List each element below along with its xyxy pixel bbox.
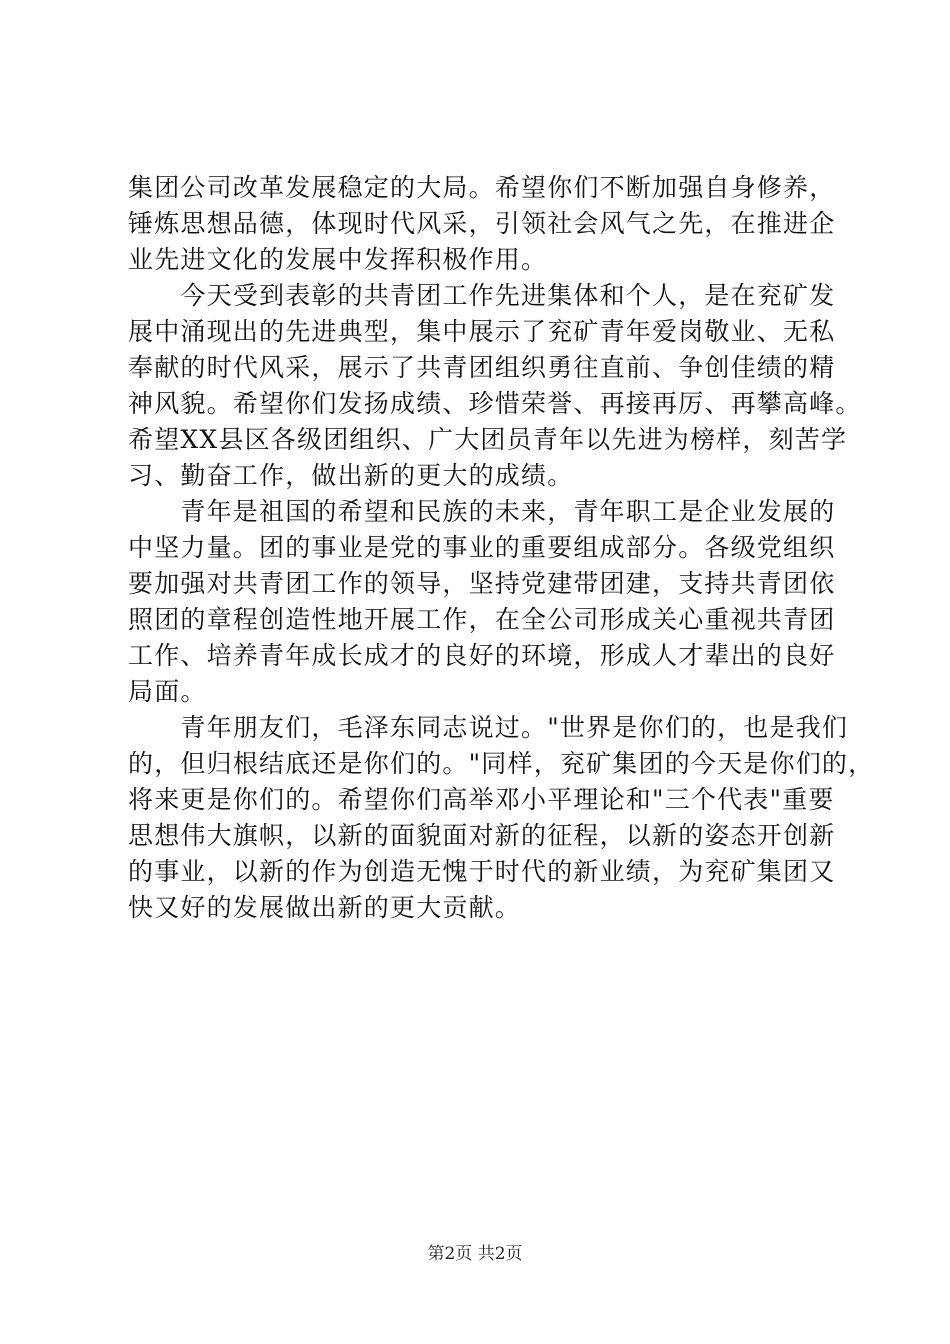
text-line: 局面。 <box>128 677 207 706</box>
text-line: 今天受到表彰的共青团工作先进集体和个人，是在兖矿发 <box>128 281 836 310</box>
text-line: 锤炼思想品德，体现时代风采，引领社会风气之先，在推进企 <box>128 209 836 238</box>
text-line: 要加强对共青团工作的领导，坚持党建带团建，支持共青团依 <box>128 569 836 598</box>
text-line: 工作、培养青年成长成才的良好的环境，形成人才辈出的良好 <box>128 641 836 670</box>
text-line: 青年是祖国的希望和民族的未来，青年职工是企业发展的 <box>128 497 836 526</box>
text-line: 希望XX县区各级团组织、广大团员青年以先进为榜样，刻苦学 <box>128 425 848 454</box>
document-body <box>128 170 875 926</box>
text-line: 的，但归根结底还是你们的。"同样，兖矿集团的今天是你们的， <box>128 749 875 778</box>
text-line: 神风貌。希望你们发扬成绩、珍惜荣誉、再接再厉、再攀高峰。 <box>128 389 862 418</box>
text-line: 思想伟大旗帜，以新的面貌面对新的征程，以新的姿态开创新 <box>128 821 836 850</box>
text-line: 将来更是你们的。希望你们高举邓小平理论和"三个代表"重要 <box>128 785 835 814</box>
text-line: 照团的章程创造性地开展工作，在全公司形成关心重视共青团 <box>128 605 836 634</box>
text-line: 的事业，以新的作为创造无愧于时代的新业绩，为兖矿集团又 <box>128 857 836 886</box>
text-line: 奉献的时代风采，展示了共青团组织勇往直前、争创佳绩的精 <box>128 353 836 382</box>
text-line: 青年朋友们，毛泽东同志说过。"世界是你们的，也是我们 <box>128 713 849 742</box>
text-line: 习、勤奋工作，做出新的更大的成绩。 <box>128 461 574 490</box>
text-line: 快又好的发展做出新的更大贡献。 <box>128 893 522 922</box>
text-line: 业先进文化的发展中发挥积极作用。 <box>128 245 548 274</box>
text-line: 展中涌现出的先进典型，集中展示了兖矿青年爱岗敬业、无私 <box>128 317 836 346</box>
page-number-footer: 第2页 共2页 <box>427 1244 523 1264</box>
text-line: 集团公司改革发展稳定的大局。希望你们不断加强自身修养， <box>128 173 836 202</box>
text-line: 中坚力量。团的事业是党的事业的重要组成部分。各级党组织 <box>128 533 836 562</box>
